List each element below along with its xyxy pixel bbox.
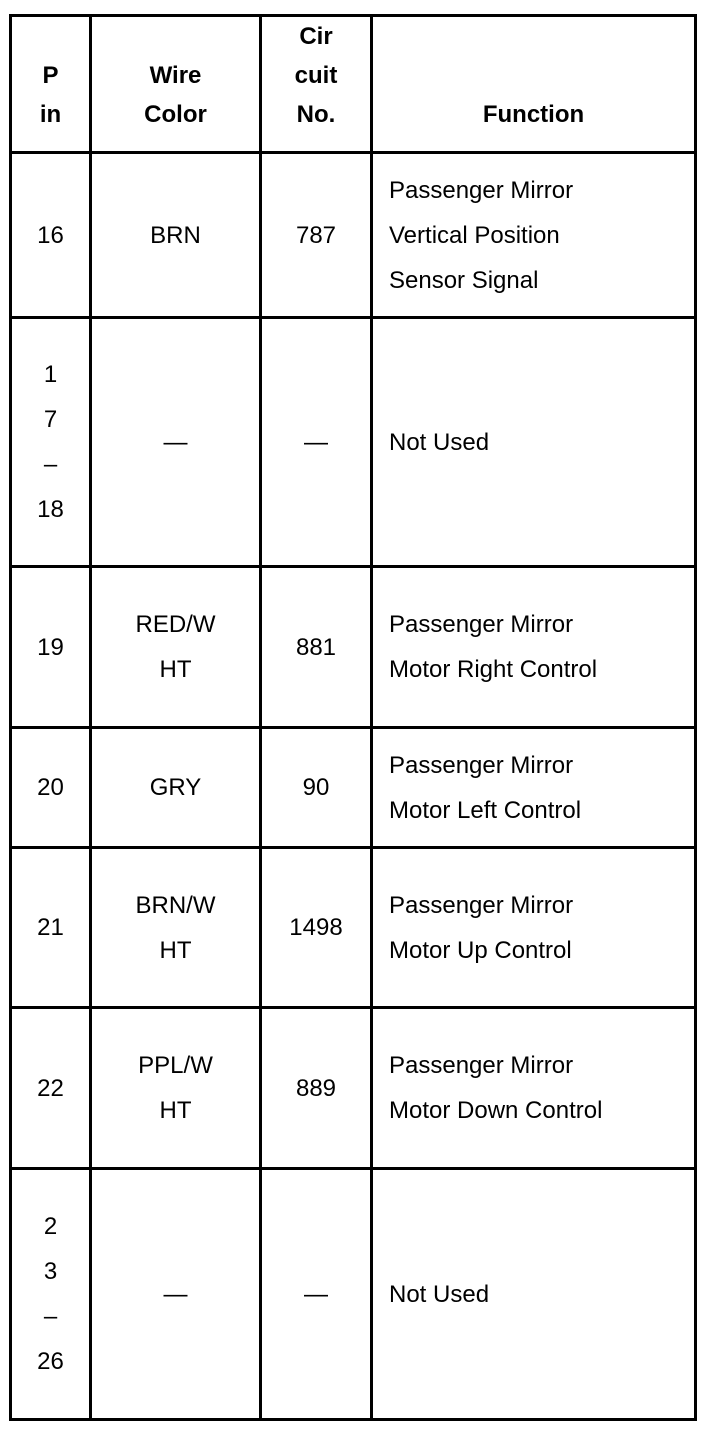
function-cell: Not Used: [372, 1169, 696, 1420]
circuit-cell: 787: [261, 153, 372, 318]
pin-cell: 16: [11, 153, 91, 318]
function-cell: Passenger Mirror Motor Up Control: [372, 848, 696, 1008]
circuit-cell: 881: [261, 567, 372, 728]
wire-color-cell: RED/W HT: [91, 567, 261, 728]
circuit-cell: —: [261, 318, 372, 567]
table-row: [11, 728, 696, 848]
wire-color-cell: BRN: [91, 153, 261, 318]
table-row: [11, 318, 696, 567]
circuit-cell: —: [261, 1169, 372, 1420]
header-wire-color: Wire Color: [91, 16, 261, 153]
function-cell: Passenger Mirror Motor Left Control: [372, 728, 696, 848]
wire-color-cell: GRY: [91, 728, 261, 848]
table-row: [11, 1008, 696, 1169]
function-cell: Not Used: [372, 318, 696, 567]
pin-cell: 1 7 – 18: [11, 318, 91, 567]
table-row: [11, 848, 696, 1008]
wire-color-cell: BRN/W HT: [91, 848, 261, 1008]
pin-cell: 20: [11, 728, 91, 848]
function-cell: Passenger Mirror Motor Down Control: [372, 1008, 696, 1169]
function-cell: Passenger Mirror Motor Right Control: [372, 567, 696, 728]
pin-cell: 19: [11, 567, 91, 728]
pin-cell: 22: [11, 1008, 91, 1169]
header-pin: P in: [11, 16, 91, 153]
wire-color-cell: PPL/W HT: [91, 1008, 261, 1169]
header-row: [11, 16, 696, 153]
circuit-cell: 1498: [261, 848, 372, 1008]
table-row: [11, 153, 696, 318]
table-row: [11, 1169, 696, 1420]
circuit-cell: 90: [261, 728, 372, 848]
connector-pinout-table: [9, 14, 697, 1421]
table-row: [11, 567, 696, 728]
pin-cell: 2 3 – 26: [11, 1169, 91, 1420]
pin-cell: 21: [11, 848, 91, 1008]
wire-color-cell: —: [91, 318, 261, 567]
function-cell: Passenger Mirror Vertical Position Sensor Signal: [372, 153, 696, 318]
header-function: Function: [372, 16, 696, 153]
wire-color-cell: —: [91, 1169, 261, 1420]
header-circuit-no: Cir cuit No.: [261, 16, 372, 153]
circuit-cell: 889: [261, 1008, 372, 1169]
